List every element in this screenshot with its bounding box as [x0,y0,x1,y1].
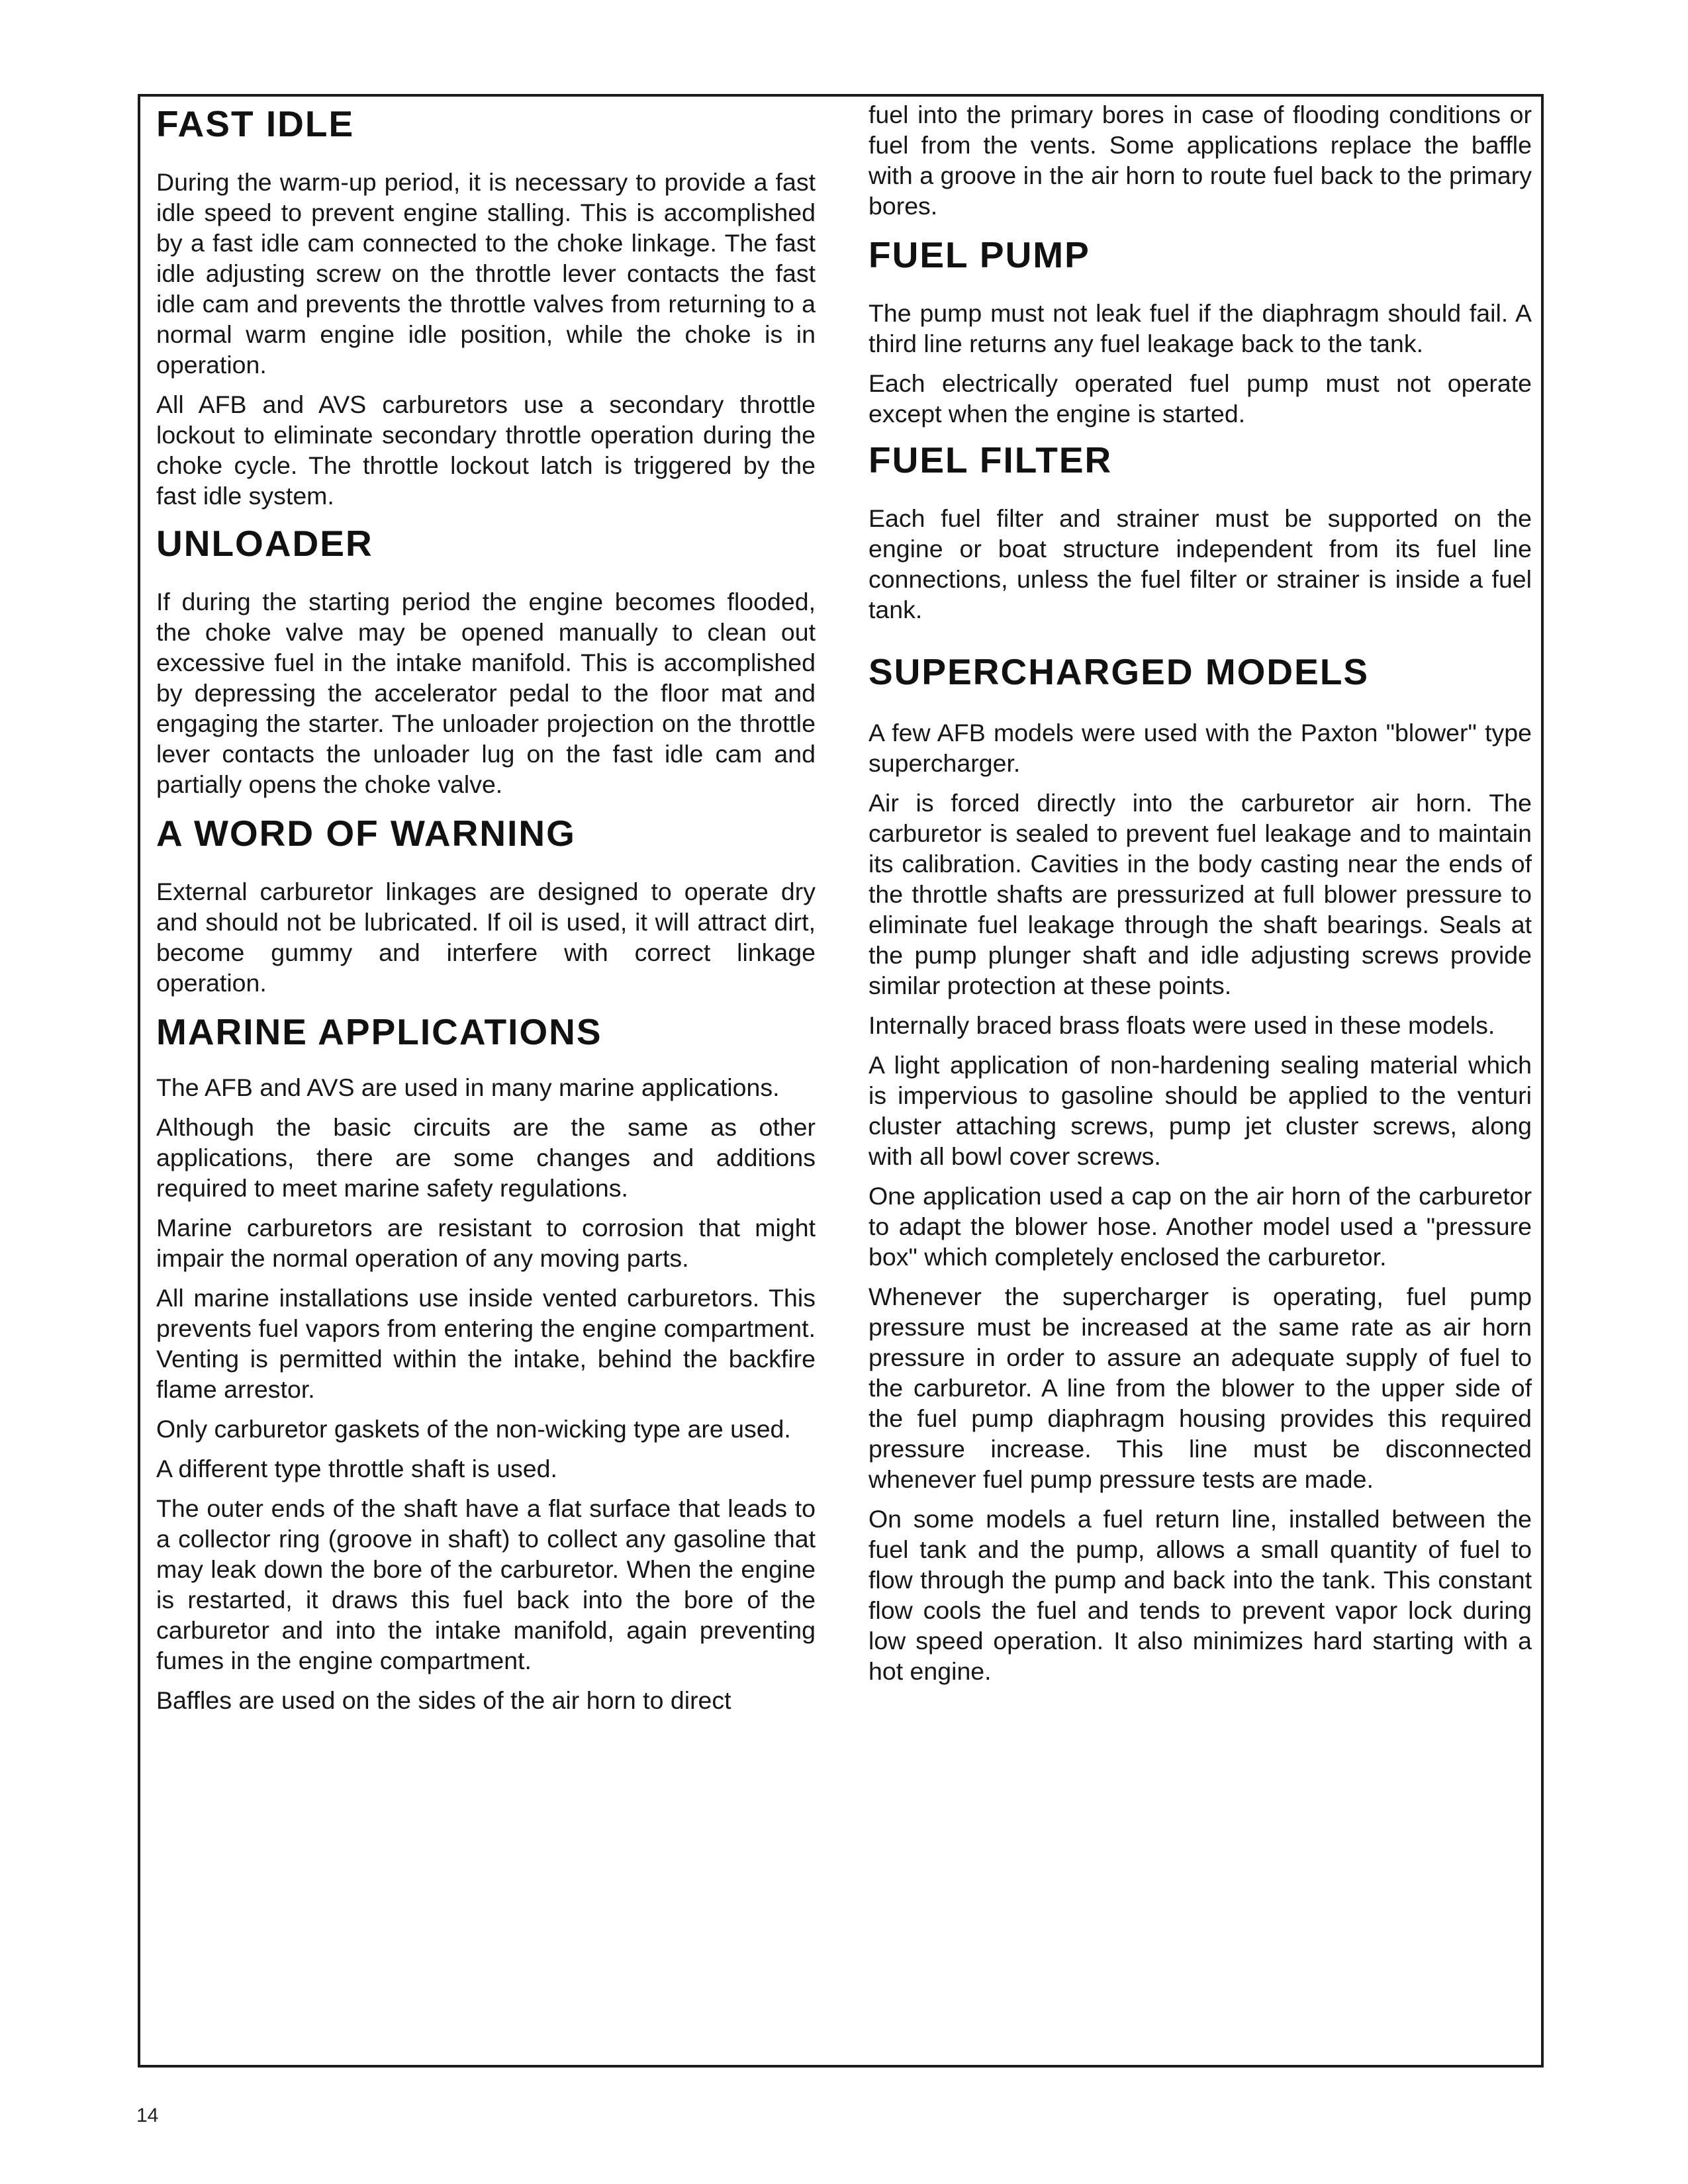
page-number: 14 [136,2105,159,2126]
paragraph-supercharged-3: Internally braced brass floats were used in these models. [868,1011,1495,1039]
paragraph-supercharged-7: On some models a fuel return line, installed between the fuel tank and the pump, allows a small quantity of fuel to flow through the pump and back into the tank. This constant flow cools the fuel and tends to prevent vapor lock during low speed operation. It also minimizes hard starting with a hot engine. [868,1505,1532,1685]
heading-supercharged-models: SUPERCHARGED MODELS [868,651,1370,692]
heading-word-of-warning: A WORD OF WARNING [156,813,576,854]
paragraph-fast-idle-2: All AFB and AVS carburetors use a secondary throttle lockout to eliminate secondary throttle operation during the choke cycle. The throttle lockout latch is triggered by the fast idle system. [156,390,816,510]
heading-fuel-filter: FUEL FILTER [868,439,1113,480]
paragraph-continuation: fuel into the primary bores in case of flooding conditions or fuel from the vents. Some applications replace the baffle with a groove in the air horn to route fuel back to the primary bores. [868,101,1532,220]
paragraph-marine-5: Only carburetor gaskets of the non-wicking type are used. [156,1415,791,1443]
paragraph-supercharged-5: One application used a cap on the air horn of the carburetor to adapt the blower hose. Another model used a "pressure box" which completely enclosed the carburetor. [868,1182,1532,1271]
paragraph-marine-3: Marine carburetors are resistant to corrosion that might impair the normal operation of any moving parts. [156,1214,816,1272]
paragraph-fuel-filter-1: Each fuel filter and strainer must be supported on the engine or boat structure independent from its fuel line connections, unless the fuel filter or strainer is inside a fuel tank. [868,504,1532,623]
paragraph-marine-1: The AFB and AVS are used in many marine applications. [156,1073,780,1101]
paragraph-unloader-1: If during the starting period the engine becomes flooded, the choke valve may be opened manually to clean out excessive fuel in the intake manifold. This is accomplished by depressing the accelerator pedal to the floor mat and engaging the starter. The unloader projection on the throttle lever contacts the unloader lug on the fast idle cam and partially opens the choke valve. [156,588,816,798]
paragraph-marine-7: The outer ends of the shaft have a flat surface that leads to a collector ring (groove in shaft) to collect any gasoline that may leak down the bore of the carburetor. When the engine is restarted, it draws this fuel back into the bore of the carburetor and into the intake manifold, again preventing fumes in the engine compartment. [156,1494,816,1674]
heading-fast-idle: FAST IDLE [156,103,355,144]
paragraph-supercharged-1: A few AFB models were used with the Paxton "blower" type supercharger. [868,719,1532,777]
paragraph-warning-1: External carburetor linkages are designed to operate dry and should not be lubricated. If oil is used, it will attract dirt, become gummy and interfere with correct linkage operation. [156,878,816,997]
heading-fuel-pump: FUEL PUMP [868,234,1090,275]
right-column [868,99,1532,1696]
paragraph-marine-6: A different type throttle shaft is used. [156,1455,557,1482]
paragraph-fuel-pump-1: The pump must not leak fuel if the diaphragm should fail. A third line returns any fuel leakage back to the tank. [868,299,1532,357]
paragraph-supercharged-4: A light application of non-hardening sealing material which is impervious to gasoline should be applied to the venturi cluster attaching screws, pump jet cluster screws, along with all bowl cover screws. [868,1051,1532,1170]
heading-marine-applications: MARINE APPLICATIONS [156,1011,602,1052]
heading-unloader: UNLOADER [156,523,373,564]
paragraph-marine-2: Although the basic circuits are the same as other applications, there are some changes and additions required to meet marine safety regulations. [156,1113,816,1202]
left-column [156,99,816,1725]
paragraph-fast-idle-1: During the warm-up period, it is necessary to provide a fast idle speed to prevent engine stalling. This is accomplished by a fast idle cam connected to the choke linkage. The fast idle adjusting screw on the throttle lever contacts the fast idle cam and prevents the throttle valves from returning to a normal warm engine idle position, while the choke is in operation. [156,168,816,379]
paragraph-marine-8: Baffles are used on the sides of the air horn to direct [156,1686,731,1714]
paragraph-fuel-pump-2: Each electrically operated fuel pump must not operate except when the engine is started. [868,369,1532,428]
paragraph-marine-4: All marine installations use inside vented carburetors. This prevents fuel vapors from entering the engine compartment. Venting is permitted within the intake, behind the backfire flame arrestor. [156,1284,816,1403]
paragraph-supercharged-2: Air is forced directly into the carburetor air horn. The carburetor is sealed to prevent fuel leakage and to maintain its calibration. Cavities in the body casting near the ends of the throttle shafts are pressurized at full blower pressure to eliminate fuel leakage through the shaft bearings. Seals at the pump plunger shaft and idle adjusting screws provide similar protection at these points. [868,789,1532,999]
paragraph-supercharged-6: Whenever the supercharger is operating, fuel pump pressure must be increased at the same rate as air horn pressure in order to assure an adequate supply of fuel to the carburetor. A line from the blower to the upper side of the fuel pump diaphragm housing provides this required pressure increase. This line must be disconnected whenever fuel pump pressure tests are made. [868,1283,1532,1493]
